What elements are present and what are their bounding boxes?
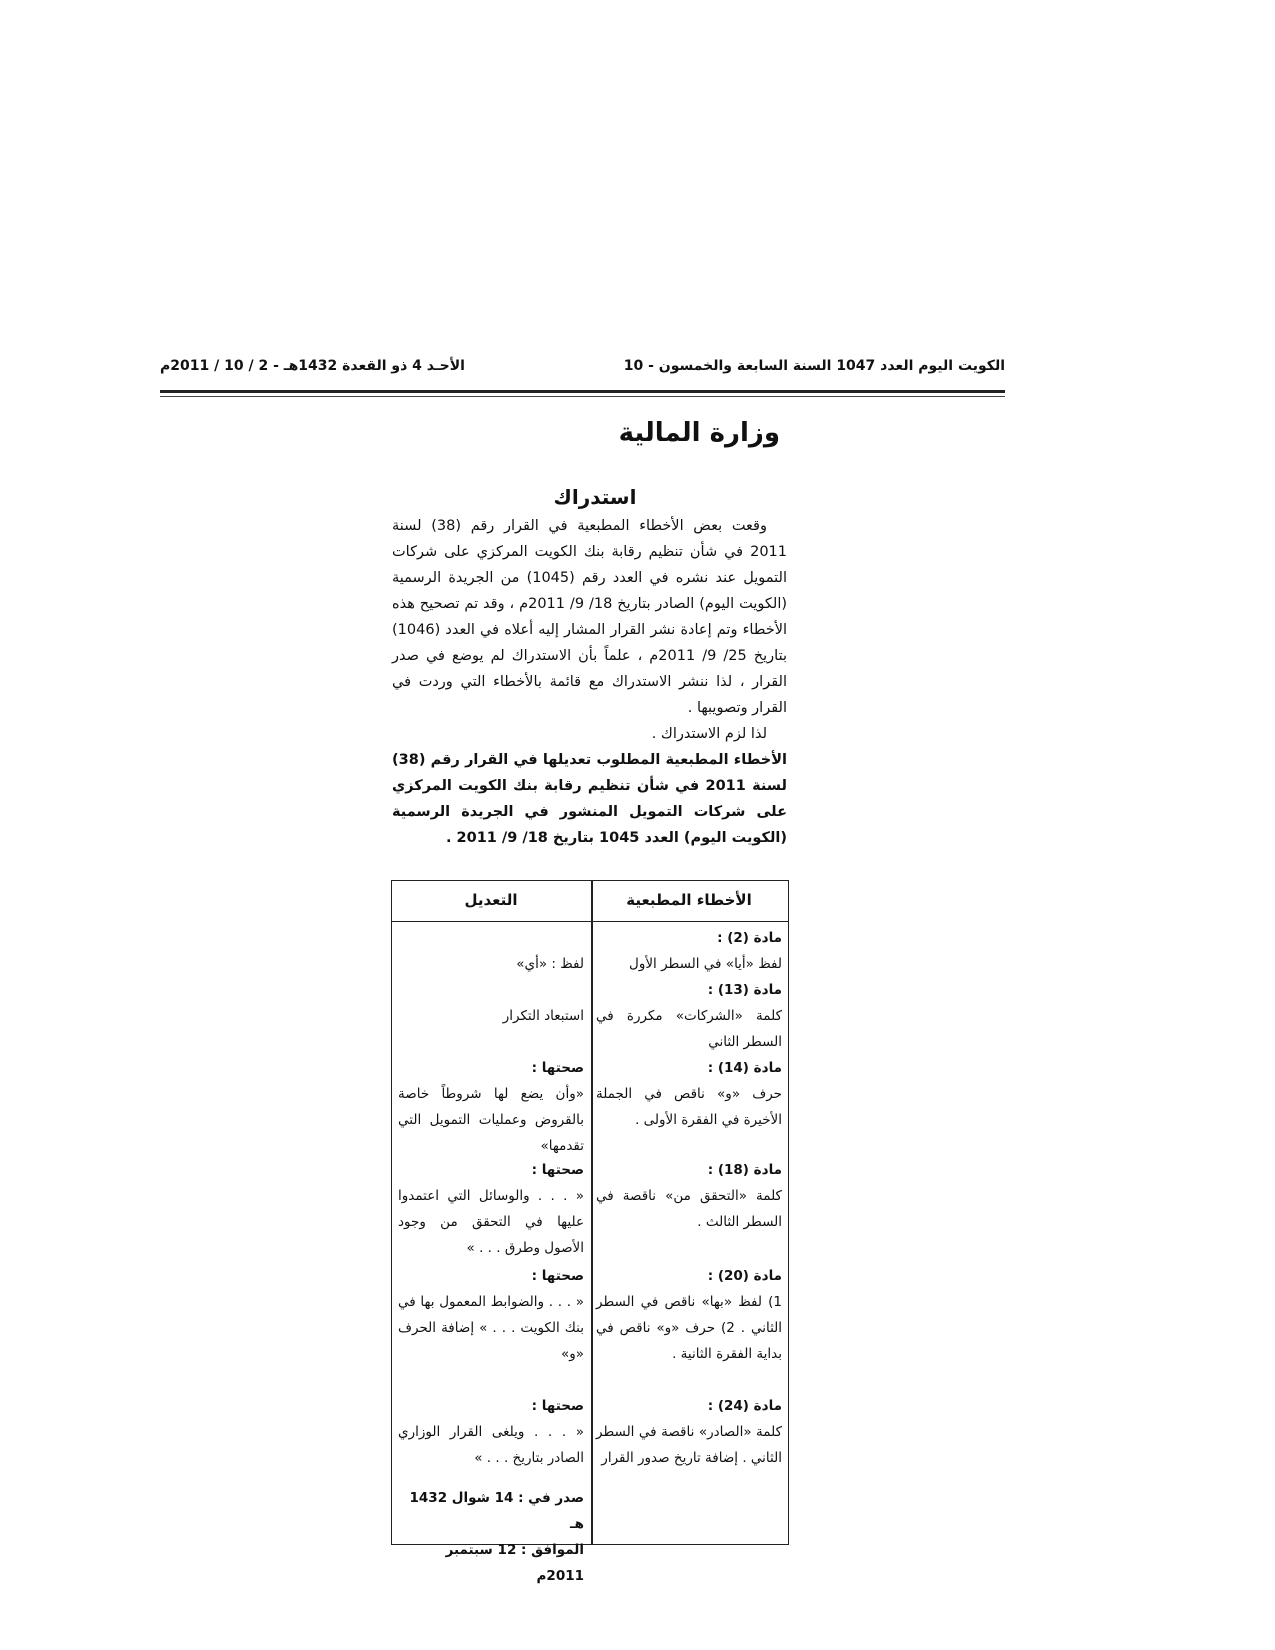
table-row [398, 1263, 584, 1367]
table-row [596, 925, 782, 977]
table-header-row [392, 881, 788, 922]
article-label: مادة (24) : [707, 1398, 782, 1414]
notice-title: استدراك [553, 485, 637, 509]
article-label: مادة (2) : [717, 930, 782, 946]
correction-label: صحتها : [531, 1398, 584, 1414]
table-row [596, 977, 782, 1055]
table-row [398, 1055, 584, 1159]
correction-text: « . . . والوسائل التي اعتمدوا عليها في التحقق من وجود الأصول وطرق . . . » [398, 1188, 584, 1256]
header-date: الأحـد 4 ذو القعدة 1432هـ - 2 / 10 / 2011م [160, 358, 465, 374]
table-row [398, 1157, 584, 1261]
error-text: كلمة «الشركات» مكررة في السطر الثاني [596, 1008, 782, 1050]
correction-text: «وأن يضع لها شروطاً خاصة بالقروض وعمليات التمويل التي تقدمها» [398, 1086, 584, 1154]
article-label: مادة (14) : [707, 1060, 782, 1076]
notice-body [392, 513, 787, 851]
correction-text: « . . . والضوابط المعمول بها في بنك الكويت . . . » إضافة الحرف «و» [398, 1294, 584, 1362]
subheading-paragraph: الأخطاء المطبعية المطلوب تعديلها في القرار رقم (38) لسنة 2011 في شأن تنظيم رقابة بنك الكويت المركزي على شركات التمويل المنشور في الجريدة الرسمية (الكويت اليوم) العدد 1045 بتاريخ 18/ 9/ 2011 . [392, 752, 787, 846]
table-row [596, 1393, 782, 1471]
correction-label: صحتها : [531, 1162, 584, 1178]
header-rule-thick [160, 390, 1005, 393]
table-row [596, 1263, 782, 1367]
error-text: كلمة «التحقق من» ناقصة في السطر الثالث . [596, 1188, 782, 1230]
correction-label: صحتها : [531, 1268, 584, 1284]
ministry-heading: وزارة المالية [618, 418, 780, 448]
article-label: مادة (18) : [707, 1162, 782, 1178]
table-body [392, 925, 788, 1584]
header-errors: الأخطاء المطبعية [626, 891, 752, 909]
errata-table [391, 880, 789, 1584]
article-label: مادة (20) : [707, 1268, 782, 1284]
error-text: 1) لفظ «بها» ناقص في السطر الثاني . 2) حرف «و» ناقص في بداية الفقرة الثانية . [596, 1294, 783, 1362]
correction-label: صحتها : [531, 1060, 584, 1076]
table-row [596, 1157, 782, 1235]
article-label: مادة (13) : [707, 982, 782, 998]
table-row [398, 1003, 584, 1029]
issued-date: صدر في : 14 شوال 1432 هـ [409, 1490, 584, 1532]
signature-block [398, 1485, 584, 1589]
intro-paragraph: وقعت بعض الأخطاء المطبعية في القرار رقم (38) لسنة 2011 في شأن تنظيم رقابة بنك الكويت المركزي على شركات التمويل عند نشره في العدد رقم (1045) من الجريدة الرسمية (الكويت اليوم) الصادر بتاريخ 18/ 9/ 2011م ، وقد تم تصحيح هذه الأخطاء وتم إعادة نشر القرار المشار إليه أعلاه في العدد (1046) بتاريخ 25/ 9/ 2011م ، علماً بأن الاستدراك لم يوضع في صدر القرار ، لذا ننشر الاستدراك مع قائمة بالأخطاء التي وردت في القرار وتصويبها . [392, 518, 788, 716]
error-text: لفظ «أيا» في السطر الأول [629, 956, 782, 972]
table-row [398, 951, 584, 977]
header-issue-info: الكويت اليوم العدد 1047 السنة السابعة والخمسون - 10 [623, 358, 1005, 374]
error-text: كلمة «الصادر» ناقصة في السطر الثاني . إضافة تاريخ صدور القرار [596, 1424, 782, 1466]
correction-text: « . . . ويلغى القرار الوزاري الصادر بتاريخ . . . » [398, 1424, 584, 1466]
table-row [398, 1393, 584, 1471]
error-text: حرف «و» ناقص في الجملة الأخيرة في الفقرة الأولى . [596, 1086, 782, 1128]
header-rule-thin [160, 396, 1005, 397]
table-row [596, 1055, 782, 1133]
correction-text: استبعاد التكرار [502, 1008, 584, 1024]
header-amendment: التعديل [464, 891, 518, 909]
correction-text: لفظ : «أي» [516, 956, 584, 972]
need-paragraph: لذا لزم الاستدراك . [651, 726, 767, 742]
corresponding-date: الموافق : 12 سبتمبر 2011م [445, 1542, 584, 1584]
page-header [160, 352, 1005, 382]
